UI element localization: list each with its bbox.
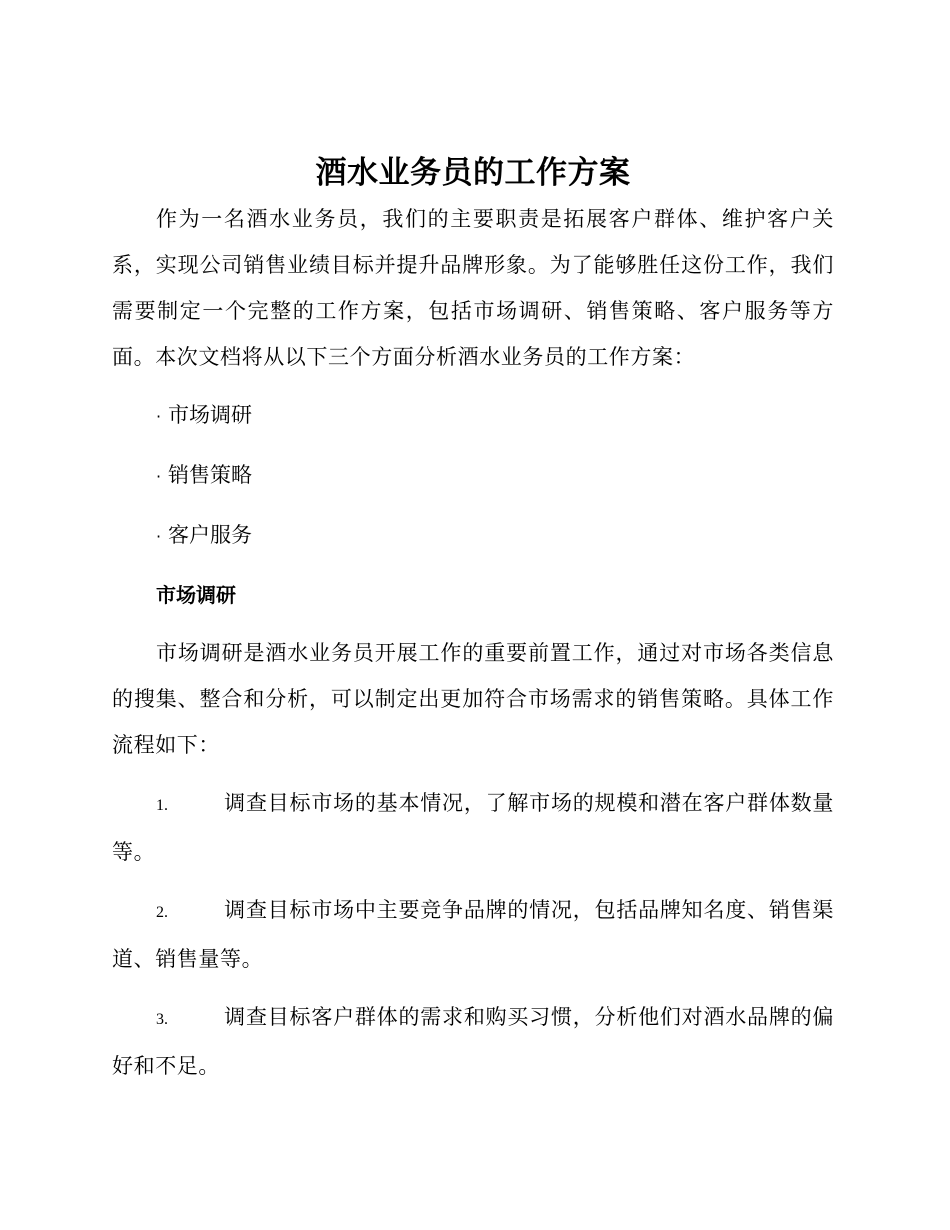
step-number: 1.: [156, 797, 168, 814]
list-item-label: 市场调研: [168, 403, 252, 427]
steps-list: [112, 780, 834, 1089]
step-item: [112, 887, 834, 982]
list-item: [112, 392, 834, 440]
step-number: 3.: [156, 1011, 168, 1028]
list-item: [112, 512, 834, 560]
list-item-label: 销售策略: [168, 463, 252, 487]
list-item-label: 客户服务: [168, 523, 252, 547]
list-item: [112, 452, 834, 500]
intro-paragraph: 作为一名酒水业务员，我们的主要职责是拓展客户群体、维护客户关系，实现公司销售业绩目标并提升品牌形象。为了能够胜任这份工作，我们需要制定一个完整的工作方案，包括市场调研、销售策略、客户服务等方面。本次文档将从以下三个方面分析酒水业务员的工作方案：: [112, 207, 834, 369]
step-text: 调查目标客户群体的需求和购买习惯，分析他们对酒水品牌的偏好和不足。: [112, 1005, 834, 1078]
section-paragraph: 市场调研是酒水业务员开展工作的重要前置工作，通过对市场各类信息的搜集、整合和分析，可以制定出更加符合市场需求的销售策略。具体工作流程如下：: [112, 641, 834, 757]
bullet-icon: ·: [156, 467, 162, 486]
overview-list: [112, 392, 834, 560]
step-number: 2.: [156, 904, 168, 921]
step-text: 调查目标市场中主要竞争品牌的情况，包括品牌知名度、销售渠道、销售量等。: [112, 898, 834, 971]
section-heading: 市场调研: [156, 583, 236, 607]
step-item: [112, 780, 834, 875]
document-title: 酒水业务员的工作方案: [315, 155, 631, 191]
step-text: 调查目标市场的基本情况，了解市场的规模和潜在客户群体数量等。: [112, 791, 834, 864]
document-body: [112, 150, 834, 1101]
bullet-icon: ·: [156, 527, 162, 546]
bullet-icon: ·: [156, 407, 162, 426]
step-item: [112, 994, 834, 1089]
